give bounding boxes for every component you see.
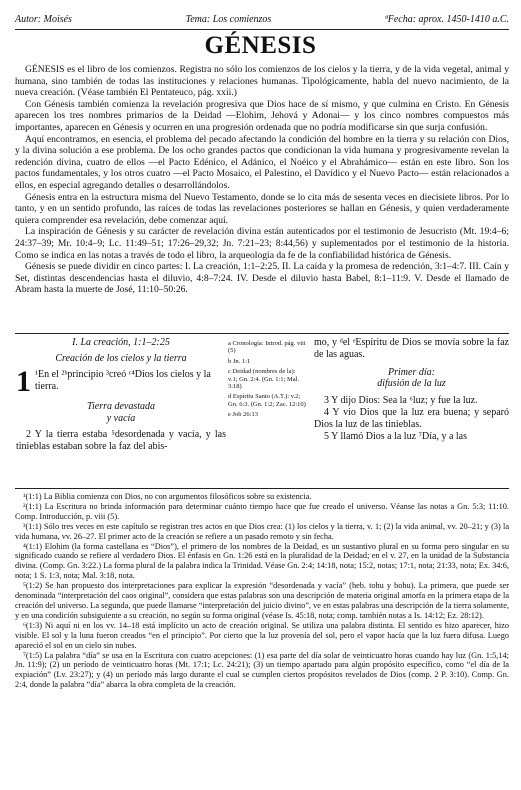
- intro-paragraph: Génesis se puede dividir en cinco partes: I. La creación, 1:1–2:25. II. La caída y la promesa de redención, 3:1–4:7. III. Caín y Set, distintas descendencias hasta el diluvio, 4:8–7:24. IV. Desde el diluvio hasta Babel, 8:1–11:9. V. Desde el llamado de Abram hasta la muerte de José, 11:10–50:26.: [15, 261, 509, 296]
- divider-footnotes: [15, 488, 509, 489]
- footnote: ²(1:1) La Escritura no brinda información para determinar cuánto tiempo hace que fue creado el universo. Véanse las notas a Gn. 5:3; 11:10. Comp. Introducción, p. viii (5).: [15, 501, 509, 521]
- footnotes: [15, 492, 509, 690]
- scripture-right-column: [314, 337, 509, 442]
- subheading: Primer día:: [388, 366, 435, 378]
- verse-1: [16, 364, 226, 398]
- theme-label: Tema: Los comienzos: [185, 14, 272, 25]
- verse-text: ¹En el ²ᵇprincipio ³creó ᶜ⁴Dios los cielos y la tierra.: [35, 368, 211, 392]
- running-header: [15, 14, 509, 30]
- subheading: Tierra devastada: [86, 400, 156, 412]
- footnote: ⁴(1:1) Elohim (la forma castellana es “Dios”), el primero de los nombres de la Deidad, es un sustantivo plural en su forma pero singular en su significado cuando se refiere al verdadero Dios. El énfasis en Gn. 1:26 está en la pluralidad de la Deidad; en el v. 27, en la unidad de la Substancia divina. (Comp. Gn. 3:22.) La forma plural de la palabra indica la Trinidad. Véase Gn. 2:4; 14:18, nota; 15:2, notas; 17:1, nota; 21:33, nota; Ex. 34:6, nota; 1 S. 1:3, nota; Mal. 3:18, nota.: [15, 541, 509, 581]
- intro-paragraph: La inspiración de Génesis y su carácter de revelación divina están autenticados por el testimonio de Jesucristo (Mt. 19:4–6; 24:37–39; Mr. 10:4–9; Lc. 11:49–51; 17:26–29,32; Jn. 7:21–23; 8:44,56) y suplementados por el testimonio de la historia. Como se indica en las notas a través de todo el libro, la arqueología da fe de la confiabilidad histórica de Génesis.: [15, 226, 509, 261]
- verse-5: 5 Y llamó Dios a la luz ⁷Día, y a las: [324, 430, 467, 442]
- section-heading: I. La creación, 1:1–2:25: [72, 337, 170, 348]
- divider-top: [15, 333, 509, 334]
- cross-ref-note: e Job 26:13: [228, 411, 258, 419]
- book-title: GÉNESIS: [204, 32, 317, 59]
- cross-ref-note: a Cronología: Introd. pág. viii (5): [228, 340, 306, 355]
- scripture-left-column: [16, 337, 226, 452]
- verse-2: 2 Y la tierra estaba ⁵desordenada y vacía, y las tinieblas estaban sobre la faz del abis-: [16, 428, 226, 452]
- footnote: ⁵(1:2) Se han propuesto dos interpretaciones para explicar la expresión “desordenada y vacía” (heb. tohu y bohu). La primera, que puede ser denominada “interpretación del caos original”, considera que estas palabras son una descripción de materia original amorfa en la primera etapa de la creación del universo. La segunda, que puede llamarse “interpretación del juicio divino”, ve en estas palabras una descripción de la tierra solamente, y en una condición subsiguiente a su creación, no según su forma original (véase Is. 45:18, nota; comp. también notas a Is. 14:12; Ez. 28:12).: [15, 581, 509, 620]
- footnote: ³(1:1) Sólo tres veces en este capítulo se registran tres actos en que Dios crea: (1) los cielos y la tierra, v. 1; (2) la vida animal, vv. 20–21; y (3) la vida humana, vv. 26–27. El primer acto de la creación se refiere a un pasado remoto y sin fecha.: [15, 521, 509, 541]
- subheading: y vacía: [106, 412, 136, 424]
- book-introduction: [15, 64, 509, 296]
- intro-paragraph: Aquí encontramos, en esencia, el problema del pecado afectando la condición del hombre en la tierra y su relación con Dios, y la divina solución a ese problema. De los ocho grandes pactos que condicionan la vida humana y progresivamente revelan la redención divina, cuatro de ellos —el Pacto Edénico, el Adánico, el Noéico y el Abrahámico— están en este libro. Son los pactos fundamentales, y los otros cuatro —el Pacto Mosaico, el Palestino, el Davídico y el Nuevo Pacto— están relacionados a ellos, en especial agregando detalles o desarrollándolos.: [15, 133, 509, 191]
- intro-paragraph: GÉNESIS es el libro de los comienzos. Registra no sólo los comienzos de los cielos y la tierra, y de la vida vegetal, animal y humana, sino también de todas las instituciones y relaciones humanas. Tipológicamente, habla del nuevo nacimiento, de la nueva creación. (Véase también El Pentateuco, pág. xxii.): [15, 64, 509, 99]
- intro-paragraph: Génesis entra en la estructura misma del Nuevo Testamento, donde se lo cita más de sesenta veces en diecisiete libros. Por lo tanto, y en un sentido profundo, las raíces de todas las revelaciones posteriores se hallan en Génesis, y quien verdaderamente quiera comprender esa revelación, debe comenzar aquí.: [15, 191, 509, 226]
- verse-4: 4 Y vio Dios que la luz era buena; y separó Dios la luz de las tinieblas.: [314, 406, 509, 430]
- footnote: ⁷(1:5) La palabra “día” se usa en la Escritura con cuatro acepciones: (1) esa parte del día solar de veinticuatro horas cuando hay luz (Gn. 1:5,14; Jn. 11:9); (2) un período de veinticuatro horas (Mt. 17:1; Lc. 24:21); (3) un tiempo apartado para algún propósito específico, como “el día de la expiación” (Lv. 23:27); y (4) un período más largo durante el cual se cumplen ciertos propósitos revelados de Dios (comp. 2 P. 3:10). Comp. Gn. 2:4, donde la palabra “día” abarca la obra completa de la creación.: [15, 650, 509, 690]
- cross-ref-note: b Jn. 1:1: [228, 357, 251, 365]
- footnote: ¹(1:1) La Biblia comienza con Dios, no con argumentos filosóficos sobre su existencia.: [23, 492, 312, 501]
- footnote: ⁶(1:3) Ni aquí ni en los vv. 14–18 está implícito un acto de creación original. Se utiliza una palabra distinta. El sentido es hizo aparecer, hizo visible. El sol y la luna fueron creados “en el principio”. Por cierto que la luz provenía del sol, pero el vapor hacía que la luz fuera difusa. Luego apareció el sol en un cielo sin nubes.: [15, 620, 509, 650]
- verse-2-continued: mo, y ᵈel ᵉEspíritu de Dios se movía sobre la faz de las aguas.: [314, 337, 509, 360]
- cross-reference-margin: [228, 340, 306, 422]
- intro-paragraph: Con Génesis también comienza la revelación progresiva que Dios hace de sí mismo, y que culmina en Cristo. En Génesis aparecen los tres nombres primarios de la Deidad —Elohim, Jehová y Adonai— y los cinco nombres compuestos más importantes, aparecen en Génesis y ocurren en una progresión ordenada que no podría modificarse sin que surja confusión.: [15, 98, 509, 133]
- cross-ref-note: d Espíritu Santo (A.T.): v.2; Gn. 6:3. (Gn. 1:2; Zac. 12:10): [228, 393, 306, 408]
- date-label: ªFecha: aprox. 1450-1410 a.C.: [384, 14, 509, 25]
- verse-3: 3 Y dijo Dios: Sea la ⁶luz; y fue la luz.: [324, 395, 478, 407]
- subheading: Creación de los cielos y la tierra: [55, 352, 187, 364]
- chapter-number: 1: [16, 364, 31, 398]
- cross-ref-note: c Deidad (nombres de la): v.1; Gn. 2:4. (Gn. 1:1; Mal. 3:18): [228, 368, 300, 391]
- author-label: Autor: Moisés: [15, 14, 72, 25]
- subheading: difusión de la luz: [377, 378, 446, 390]
